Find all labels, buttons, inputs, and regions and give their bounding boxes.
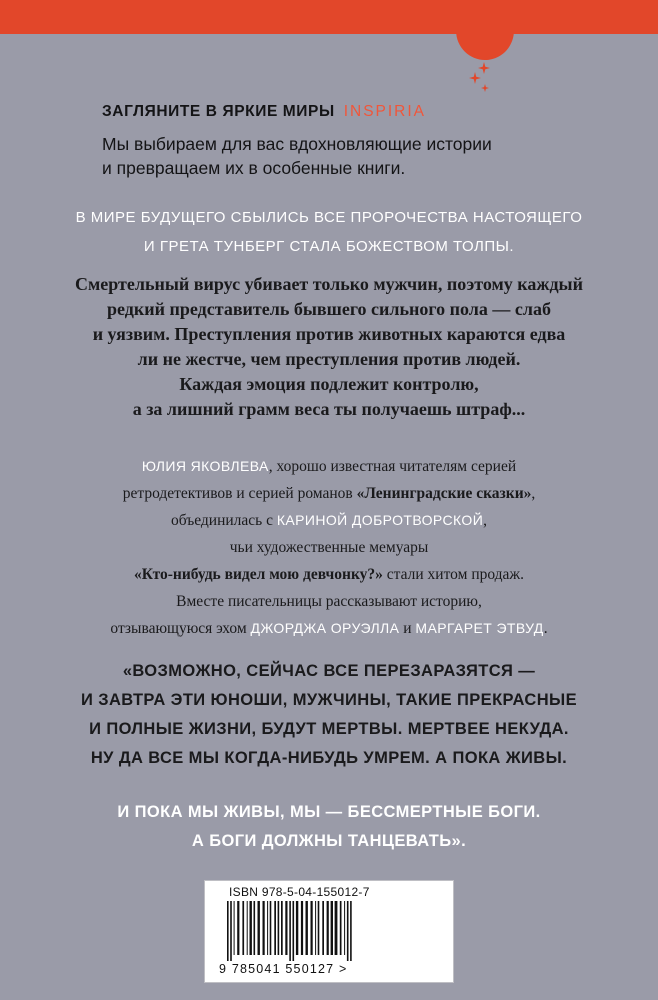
quote-line: И ЗАВТРА ЭТИ ЮНОШИ, МУЖЧИНЫ, ТАКИЕ ПРЕКРАСНЫЕ bbox=[80, 691, 578, 709]
barcode-bar bbox=[289, 901, 291, 961]
barcode-bar bbox=[335, 901, 338, 955]
series-intro bbox=[102, 132, 622, 180]
barcode-bar bbox=[301, 901, 303, 955]
quote-line: «ВОЗМОЖНО, СЕЙЧАС ВСЕ ПЕРЕЗАРАЗЯТСЯ — bbox=[122, 662, 536, 680]
barcode-bar bbox=[347, 901, 349, 961]
blurb-line: Каждая эмоция подлежит контролю, bbox=[179, 374, 479, 394]
barcode-bar bbox=[234, 901, 235, 955]
about-line bbox=[0, 507, 658, 534]
barcode-bar bbox=[331, 901, 333, 955]
barcode-bar bbox=[293, 901, 295, 961]
intro-line: и превращаем их в особенные книги. bbox=[102, 158, 406, 178]
barcode-bar bbox=[254, 901, 256, 955]
blurb-line: ли не жестче, чем преступления против людей. bbox=[137, 349, 521, 369]
barcode-bar bbox=[311, 901, 313, 955]
about-text: объединилась с bbox=[170, 512, 277, 529]
barcode-box bbox=[204, 880, 454, 983]
lead-line: В МИРЕ БУДУЩЕГО СБЫЛИСЬ ВСЕ ПРОРОЧЕСТВА НАСТОЯЩЕГО bbox=[75, 209, 583, 226]
reference-author: МАРГАРЕТ ЭТВУД bbox=[415, 620, 544, 636]
about-line bbox=[0, 453, 658, 480]
barcode-bar bbox=[278, 901, 280, 955]
about-text: . bbox=[543, 620, 548, 637]
isbn-number: ISBN 978-5-04-155012-7 bbox=[229, 885, 370, 899]
quote-line: И ПОКА МЫ ЖИВЫ, МЫ — БЕССМЕРТНЫЕ БОГИ. bbox=[117, 803, 541, 821]
about-text: и bbox=[399, 620, 416, 637]
tagline-text: ЗАГЛЯНИТЕ В ЯРКИЕ МИРЫ bbox=[102, 103, 335, 120]
quote-line: И ПОЛНЫЕ ЖИЗНИ, БУДУТ МЕРТВЫ. МЕРТВЕЕ НЕКУДА. bbox=[89, 720, 569, 738]
ean-number: 9 785041 550127 > bbox=[219, 962, 348, 976]
blurb-line: Смертельный вирус убивает только мужчин, поэтому каждый bbox=[75, 274, 583, 294]
author-name: КАРИНОЙ ДОБРОТВОРСКОЙ bbox=[276, 512, 484, 528]
barcode-bar bbox=[350, 901, 352, 961]
about-line: Вместе писательницы рассказывают историю, bbox=[176, 593, 482, 610]
about-text: , bbox=[531, 485, 536, 502]
barcode-bar bbox=[327, 901, 329, 955]
barcode-bar bbox=[227, 901, 229, 961]
barcode-bar bbox=[263, 901, 265, 955]
about-line bbox=[0, 561, 658, 588]
barcode-bar bbox=[267, 901, 268, 955]
barcode-bar bbox=[322, 901, 324, 955]
blurb-line: и уязвим. Преступления против животных караются едва bbox=[92, 324, 566, 344]
brand-name: INSPIRIA bbox=[343, 103, 427, 120]
barcode-bar bbox=[318, 901, 320, 955]
barcode-bar bbox=[247, 901, 248, 955]
blurb-line: редкий представитель бывшего сильного пола — слаб bbox=[107, 299, 551, 319]
barcode-bar bbox=[340, 901, 342, 955]
barcode-bar bbox=[285, 901, 287, 955]
quote-dark bbox=[0, 657, 658, 773]
about-line bbox=[0, 615, 658, 642]
publisher-tab bbox=[456, 20, 514, 60]
book-title: «Ленинградские сказки» bbox=[356, 485, 532, 502]
blurb-line: а за лишний грамм веса ты получаешь штраф... bbox=[132, 399, 526, 419]
about-text: ретродетективов и серией романов bbox=[122, 485, 357, 502]
barcode-bar bbox=[296, 901, 298, 955]
intro-line: Мы выбираем для вас вдохновляющие истории bbox=[102, 134, 492, 154]
barcode-bar bbox=[258, 901, 260, 955]
barcode-bar bbox=[315, 901, 316, 955]
about-line bbox=[0, 480, 658, 507]
barcode-bar bbox=[281, 901, 283, 955]
barcode-bars bbox=[225, 901, 435, 961]
about-authors bbox=[0, 453, 658, 642]
lead-line: И ГРЕТА ТУНБЕРГ СТАЛА БОЖЕСТВОМ ТОЛПЫ. bbox=[143, 238, 515, 255]
barcode-bar bbox=[270, 901, 272, 955]
barcode-bar bbox=[230, 901, 232, 961]
book-title: «Кто-нибудь видел мою девчонку?» bbox=[133, 566, 383, 583]
about-text: , bbox=[483, 512, 488, 529]
barcode-bar bbox=[237, 901, 239, 955]
about-line: чьи художественные мемуары bbox=[229, 539, 429, 556]
author-name: ЮЛИЯ ЯКОВЛЕВА bbox=[141, 458, 269, 474]
barcode-bar bbox=[344, 901, 345, 955]
about-text: стали хитом продаж. bbox=[382, 566, 525, 583]
lead-statement bbox=[0, 203, 658, 261]
about-text: отзывающуюся эхом bbox=[110, 620, 251, 637]
barcode-bar bbox=[306, 901, 308, 955]
quote-light bbox=[0, 798, 658, 856]
reference-author: ДЖОРДЖА ОРУЭЛЛА bbox=[250, 620, 400, 636]
barcode-bar bbox=[242, 901, 244, 955]
book-blurb bbox=[0, 272, 658, 422]
series-tagline bbox=[102, 103, 426, 121]
barcode-bar bbox=[250, 901, 252, 955]
sparkle-stars-icon bbox=[468, 62, 492, 98]
barcode-bar bbox=[274, 901, 276, 955]
about-text: , хорошо известная читателям серией bbox=[268, 458, 517, 475]
quote-line: А БОГИ ДОЛЖНЫ ТАНЦЕВАТЬ». bbox=[191, 832, 467, 850]
quote-line: НУ ДА ВСЕ МЫ КОГДА-НИБУДЬ УМРЕМ. А ПОКА ЖИВЫ. bbox=[90, 749, 568, 767]
top-color-band bbox=[0, 0, 658, 34]
